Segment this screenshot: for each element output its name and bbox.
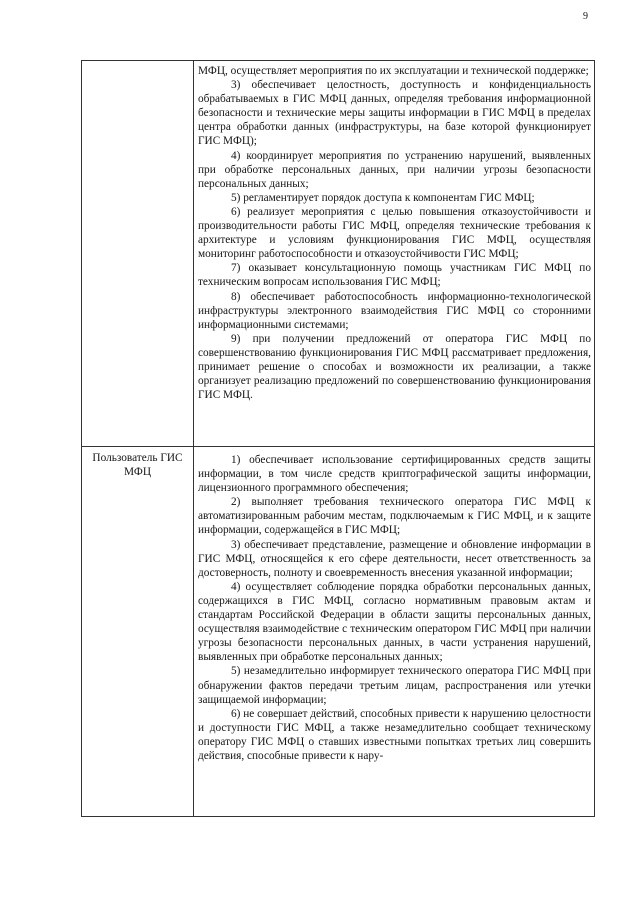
duty-paragraph: 4) координирует мероприятия по устранению нарушений, выявленных при обработке персональных данных, при наличии угрозы безопасности персональных данных; — [198, 149, 591, 190]
duty-paragraph: МФЦ, осуществляет мероприятия по их эксплуатации и технической поддержке; — [198, 65, 589, 77]
duty-paragraph: 4) осуществляет соблюдение порядка обработки персональных данных, содержащихся в ГИС МФЦ, согласно нормативным правовым актам и стандартам Российской Федерации в области защиты персональных данных, осуществляя взаимодействие с техническим оператором ГИС МФЦ при наличии угрозы безопасности персональных данных, в части устранения нарушений, выявленных при обработке персональных данных; — [198, 580, 591, 664]
duty-paragraph: 3) обеспечивает целостность, доступность и конфиденциальность обрабатываемых в ГИС МФЦ данных, определяя требования информационной безопасности и технические меры защиты информации в ГИС МФЦ в пределах центра обработки данных (инфраструктуры, на базе которой функционирует ГИС МФЦ); — [198, 79, 591, 148]
duty-paragraph: 6) не совершает действий, способных привести к нарушению целостности и доступности ГИС МФЦ, а также незамедлительно сообщает техническому оператору ГИС МФЦ о ставших известными попытках третьих лиц совершить действия, способные привести к нару- — [198, 707, 591, 762]
role-label — [82, 61, 193, 66]
responsibilities-table — [81, 60, 595, 817]
table-row-user — [82, 447, 595, 817]
role-cell — [82, 61, 194, 447]
page-number: 9 — [583, 11, 588, 22]
duties-cell — [194, 61, 595, 447]
duty-paragraph: 6) реализует мероприятия с целью повышения отказоустойчивости и производительности работы ГИС МФЦ, определяя технические требования к архитектуре и условиям функционирования ГИС МФЦ, осуществляя мониторинг работоспособности и отказоустойчивости ГИС МФЦ; — [198, 205, 591, 261]
duty-paragraph: 9) при получении предложений от оператора ГИС МФЦ по совершенствованию функционирования ГИС МФЦ рассматривает предложения, принимает решение о способах и возможности их реализации, а также организует реализацию предложений по совершенствованию функционирования ГИС МФЦ. — [198, 332, 591, 402]
role-cell — [82, 447, 194, 817]
duty-paragraph: 3) обеспечивает представление, размещение и обновление информации в ГИС МФЦ, относящейся к его сфере деятельности, несет ответственность за достоверность, полноту и своевременность внесения указанной информации; — [198, 538, 591, 579]
duty-paragraph: 2) выполняет требования технического оператора ГИС МФЦ к автоматизированным рабочим местам, подключаемым к ГИС МФЦ, и к защите информации, содержащейся в ГИС МФЦ; — [198, 496, 591, 537]
table-row-technical-operator — [82, 61, 595, 447]
role-label: Пользователь ГИС МФЦ — [92, 452, 183, 478]
duty-paragraph: 1) обеспечивает использование сертифицированных средств защиты информации, в том числе средств криптографической защиты информации, лицензионного программного обеспечения; — [198, 454, 591, 495]
duty-paragraph: 8) обеспечивает работоспособность информационно-технологической инфраструктуры электронного взаимодействия ГИС МФЦ со сторонними информационными системами; — [198, 290, 591, 331]
duty-paragraph: 5) регламентирует порядок доступа к компонентам ГИС МФЦ; — [231, 191, 535, 204]
duty-paragraph: 7) оказывает консультационную помощь участникам ГИС МФЦ по техническим вопросам использования ГИС МФЦ; — [198, 262, 591, 289]
duties-cell — [194, 447, 595, 817]
duty-paragraph: 5) незамедлительно информирует технического оператора ГИС МФЦ при обнаружении фактов передачи третьим лицам, распространения или утечки защищаемой информации; — [198, 665, 591, 706]
